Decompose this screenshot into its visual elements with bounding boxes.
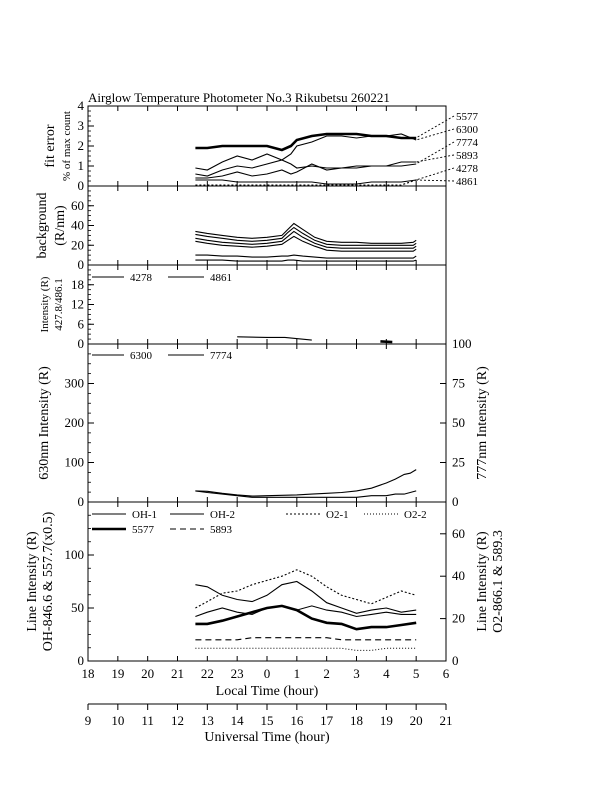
ut-tick-label: 20 — [409, 713, 423, 728]
legend-label: OH-1 — [132, 509, 158, 521]
y-axis-sublabel: 427.8/486.1 — [53, 278, 65, 331]
ut-axis-label: Universal Time (hour) — [204, 730, 330, 745]
legend-label: 6300 — [130, 350, 152, 362]
y-right-tick-label: 20 — [452, 610, 465, 626]
ut-tick-label: 15 — [260, 713, 274, 728]
legend-label: 5893 — [210, 524, 232, 536]
series-line-6300 — [195, 470, 416, 497]
leader-line — [416, 180, 454, 181]
ut-tick-label: 12 — [171, 713, 184, 728]
local-time-tick-label: 23 — [230, 666, 244, 681]
leader-line — [416, 168, 454, 180]
intensity-630-777-panel — [37, 336, 490, 509]
y-tick-label: 4 — [77, 98, 84, 113]
y-tick-label: 2 — [77, 138, 84, 153]
local-time-axis-label: Local Time (hour) — [215, 684, 319, 699]
ut-tick-label: 21 — [439, 713, 453, 728]
y-tick-label: 200 — [64, 415, 84, 430]
y-right-tick-label: 60 — [452, 525, 465, 541]
y-axis-label: Line Intensity (R) — [25, 531, 40, 632]
fit-error-panel — [43, 98, 479, 193]
y-tick-label: 3 — [77, 118, 84, 133]
ut-tick-label: 18 — [350, 713, 363, 728]
local-time-tick-label: 1 — [293, 666, 301, 681]
legend-label: O2-2 — [404, 509, 427, 521]
y-tick-label: 0 — [77, 336, 84, 351]
fit-error-right-label: 4278 — [456, 163, 478, 175]
series-line-5893 — [195, 162, 416, 178]
ut-tick-label: 13 — [200, 713, 214, 728]
blue-intensity-panel — [39, 265, 446, 351]
series-line-4278 — [195, 180, 416, 184]
series-line-OH-1 — [195, 582, 416, 614]
time-axes — [82, 666, 453, 745]
series-line-O2-2 — [195, 648, 416, 650]
fit-error-right-label: 5893 — [456, 150, 478, 162]
fit-error-right-label: 5577 — [456, 111, 478, 123]
local-time-tick-label: 2 — [323, 666, 330, 681]
legend-label: OH-2 — [210, 509, 236, 521]
y-axis-sublabel: (R/nm) — [53, 205, 68, 246]
line-intensity-panel — [25, 502, 506, 668]
y-tick-label: 40 — [71, 217, 84, 233]
local-time-tick-label: 0 — [263, 666, 271, 681]
plot-layer — [25, 98, 506, 668]
panel-frame — [88, 186, 446, 265]
series-line-4278 — [195, 255, 416, 258]
leader-line — [416, 116, 454, 138]
series-line-4861 — [380, 341, 392, 342]
y-tick-label: 50 — [71, 600, 84, 615]
figure-title: Airglow Temperature Photometer No.3 Rikubetsu 260221 — [88, 90, 390, 105]
y-axis-label: fit error — [43, 124, 58, 168]
ut-tick-label: 17 — [320, 713, 334, 728]
y-axis-label: 630nm Intensity (R) — [37, 366, 52, 480]
legend-label: 5577 — [132, 524, 154, 536]
y-axis-label: Intensity (R) — [39, 276, 51, 333]
panel-frame — [88, 344, 446, 502]
ut-tick-label: 19 — [379, 713, 393, 728]
leader-line — [416, 155, 454, 162]
y-tick-label: 300 — [64, 375, 84, 391]
ut-tick-label: 16 — [290, 713, 304, 728]
y-right-tick-label: 25 — [452, 454, 465, 470]
y-tick-label: 100 — [64, 547, 84, 562]
y-right-tick-label: 100 — [452, 336, 472, 351]
y-tick-label: 0 — [77, 494, 84, 509]
legend-label: 7774 — [210, 350, 232, 362]
local-time-tick-label: 19 — [111, 666, 125, 681]
local-time-tick-label: 6 — [442, 666, 450, 681]
series-line-6300 — [195, 134, 416, 170]
series-line-5893 — [195, 638, 416, 640]
y-tick-label: 0 — [77, 178, 84, 193]
y-tick-label: 20 — [71, 237, 84, 253]
y-axis-sublabel: OH-846.6 & 557.7(x0.5) — [41, 511, 56, 652]
y-right-tick-label: 40 — [452, 568, 465, 584]
legend-label: 4278 — [130, 272, 152, 284]
local-time-tick-label: 18 — [81, 666, 95, 681]
y-tick-label: 100 — [64, 454, 84, 470]
local-time-tick-label: 22 — [200, 666, 214, 681]
fit-error-right-label: 4861 — [456, 176, 478, 188]
y-right-tick-label: 75 — [452, 375, 465, 391]
legend-label: O2-1 — [326, 509, 349, 521]
y-tick-label: 6 — [77, 316, 84, 332]
y-right-axis-label: Line Intensity (R) — [475, 531, 490, 632]
y-axis-label: background — [35, 192, 50, 259]
y-axis-sublabel: % of max count — [61, 111, 73, 181]
legend-label: 4861 — [210, 272, 232, 284]
local-time-tick-label: 21 — [171, 666, 184, 681]
ut-tick-label: 14 — [230, 713, 244, 728]
ut-tick-label: 10 — [111, 713, 125, 728]
y-tick-label: 0 — [77, 653, 84, 668]
fit-error-right-label: 7774 — [456, 137, 478, 149]
y-right-tick-label: 50 — [452, 415, 465, 430]
series-line-5577 — [195, 224, 416, 244]
y-tick-label: 18 — [71, 276, 84, 292]
y-right-tick-label: 0 — [452, 653, 459, 668]
local-time-tick-label: 4 — [383, 666, 390, 681]
local-time-tick-label: 3 — [353, 666, 360, 681]
background-panel — [35, 186, 446, 272]
y-tick-label: 60 — [71, 197, 84, 213]
y-tick-label: 0 — [77, 257, 84, 272]
y-right-tick-label: 0 — [452, 494, 459, 509]
ut-tick-label: 11 — [141, 713, 154, 728]
local-time-tick-label: 5 — [412, 666, 420, 681]
series-line-O2-1 — [195, 570, 416, 608]
y-right-axis-sublabel: O2-866.1 & 589.3 — [491, 530, 506, 633]
series-line-4861 — [195, 260, 416, 261]
y-right-axis-label: 777nm Intensity (R) — [475, 366, 490, 480]
series-line-4278 — [237, 337, 312, 340]
y-tick-label: 1 — [77, 158, 84, 173]
series-line-7774 — [195, 160, 416, 176]
y-tick-label: 12 — [71, 296, 84, 312]
ut-tick-label: 9 — [84, 713, 92, 728]
fit-error-right-label: 6300 — [456, 124, 478, 136]
local-time-tick-label: 20 — [141, 666, 155, 681]
